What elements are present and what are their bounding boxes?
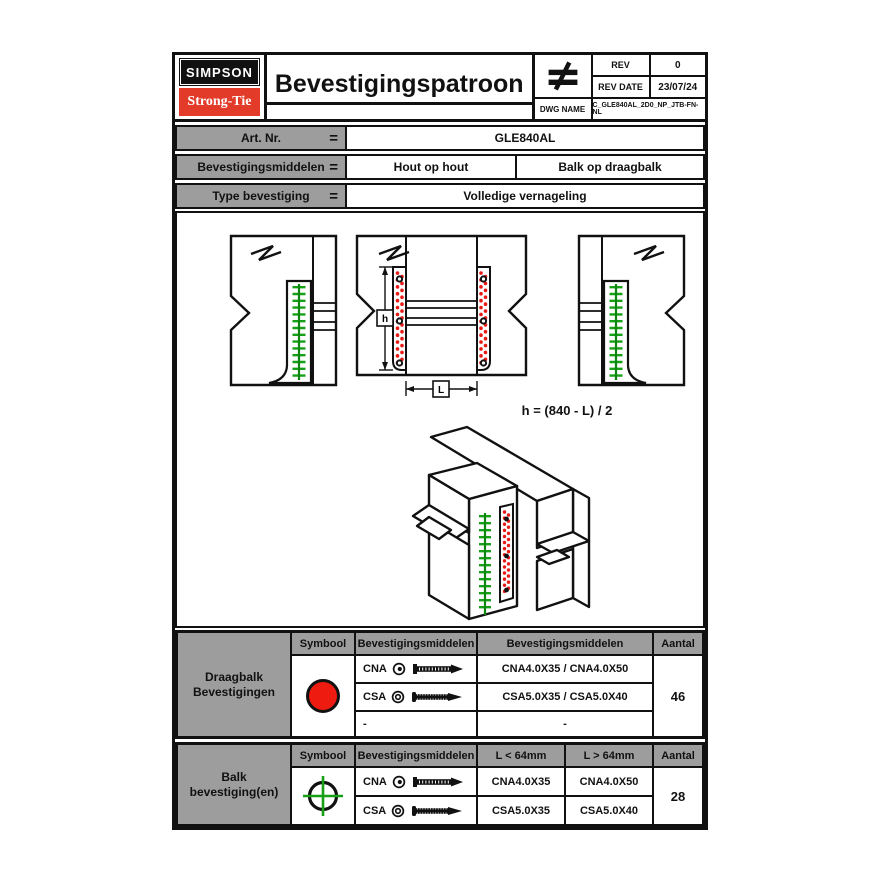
screw-side-icon (410, 690, 464, 704)
rev-value: 0 (651, 55, 705, 75)
rev-label: REV (593, 55, 649, 75)
col-header-l-small: L < 64mm (478, 745, 564, 766)
dwg-name-value: C_GLE840AL_2D0_NP_JTB-FN-NL (593, 99, 705, 119)
fastener-spec: CNA4.0X35 / CNA4.0X50 (478, 656, 652, 682)
draagbalk-table (175, 630, 705, 739)
col-header-aantal: Aantal (654, 745, 702, 766)
screw-head-top-icon (391, 690, 405, 704)
fastener-l-small: CSA5.0X35 (478, 797, 564, 824)
fastener-code: CNA (363, 663, 387, 675)
nail-head-top-icon (392, 662, 406, 676)
fastener-row-empty (356, 712, 476, 736)
type-bevestiging-value: Volledige vernageling (347, 185, 703, 207)
fastener-l-small: CNA4.0X35 (478, 768, 564, 795)
fastener-spec: - (478, 712, 652, 736)
info-label (177, 185, 347, 207)
bevestiging-value-left: Hout op hout (347, 156, 517, 178)
fastener-row-csa (356, 797, 476, 824)
balk-row-label: Balk bevestiging(en) (178, 745, 290, 824)
fastener-code: - (363, 718, 367, 730)
isometric-view (399, 423, 649, 628)
side-view-left (221, 233, 346, 391)
fastener-row-cna (356, 768, 476, 795)
fastener-l-large: CNA4.0X50 (566, 768, 652, 795)
col-header-bevestigingsmiddelen: Bevestigingsmiddelen (356, 633, 476, 654)
info-label-text: Bevestigingsmiddelen (197, 160, 325, 174)
logo-strongtie-text: Strong-Tie (187, 94, 252, 109)
red-circle-symbol-icon (306, 679, 340, 713)
fastener-code: CSA (363, 691, 387, 703)
info-row-bevestigingsmiddelen (175, 154, 705, 180)
fastener-l-large: CSA5.0X40 (566, 797, 652, 824)
balk-aantal-value: 28 (654, 768, 702, 824)
rev-date-value: 23/07/24 (651, 77, 705, 97)
dwg-name-label: DWG NAME (535, 99, 591, 119)
equals-icon: = (329, 187, 338, 205)
col-header-symbool: Symbool (292, 633, 354, 654)
ring-nail-side-icon (411, 775, 465, 789)
side-view-right (569, 233, 694, 391)
dim-l-label: L (437, 385, 445, 396)
not-equal-icon (535, 55, 591, 97)
col-header-aantal: Aantal (654, 633, 702, 654)
info-label-text: Type bevestiging (212, 189, 310, 203)
screw-head-top-icon (391, 804, 405, 818)
col-header-bevestigingsmiddelen-2: Bevestigingsmiddelen (478, 633, 652, 654)
fastener-code: CNA (363, 775, 387, 788)
registered-mark: ® (255, 112, 259, 117)
info-rows (175, 125, 705, 211)
header (175, 55, 705, 122)
fastener-spec: CSA5.0X35 / CSA5.0X40 (478, 684, 652, 710)
col-header-bevestigingsmiddelen: Bevestigingsmiddelen (356, 745, 476, 766)
crosshair-symbol-icon (300, 773, 346, 819)
fastener-row-cna (356, 656, 476, 682)
revision-block (532, 55, 705, 119)
logo-strongtie (179, 88, 260, 116)
art-nr-value: GLE840AL (347, 127, 703, 149)
page-title: Bevestigingspatroon (267, 70, 532, 105)
draagbalk-row-label: Draagbalk Bevestigingen (178, 633, 290, 736)
balk-symbol-cell (292, 768, 354, 824)
bevestiging-value-right: Balk op draagbalk (517, 156, 703, 178)
screw-side-icon (410, 804, 464, 818)
balk-table (175, 742, 705, 827)
title-cell (267, 55, 532, 119)
rev-date-label: REV DATE (593, 77, 649, 97)
info-label (177, 127, 347, 149)
draagbalk-aantal-value: 46 (654, 656, 702, 736)
datasheet (172, 52, 708, 830)
info-row-type-bevestiging (175, 183, 705, 209)
ring-nail-side-icon (411, 662, 465, 676)
info-row-art-nr (175, 125, 705, 151)
equals-icon: = (329, 158, 338, 176)
dim-h-label: h (381, 314, 389, 325)
info-label-text: Art. Nr. (240, 131, 281, 145)
col-header-symbool: Symbool (292, 745, 354, 766)
equals-icon: = (329, 129, 338, 147)
carrier-end-face (573, 489, 589, 607)
drawing-area (175, 211, 705, 628)
simpson-strongtie-logo (175, 55, 267, 119)
info-label (177, 156, 347, 178)
fastener-row-csa (356, 684, 476, 710)
draagbalk-symbol-cell (292, 656, 354, 736)
col-header-l-large: L > 64mm (566, 745, 652, 766)
nail-head-top-icon (392, 775, 406, 789)
fastener-code: CSA (363, 804, 387, 817)
height-formula: h = (840 - L) / 2 (521, 403, 613, 418)
front-view (349, 233, 534, 403)
logo-simpson: SIMPSON (179, 58, 260, 86)
